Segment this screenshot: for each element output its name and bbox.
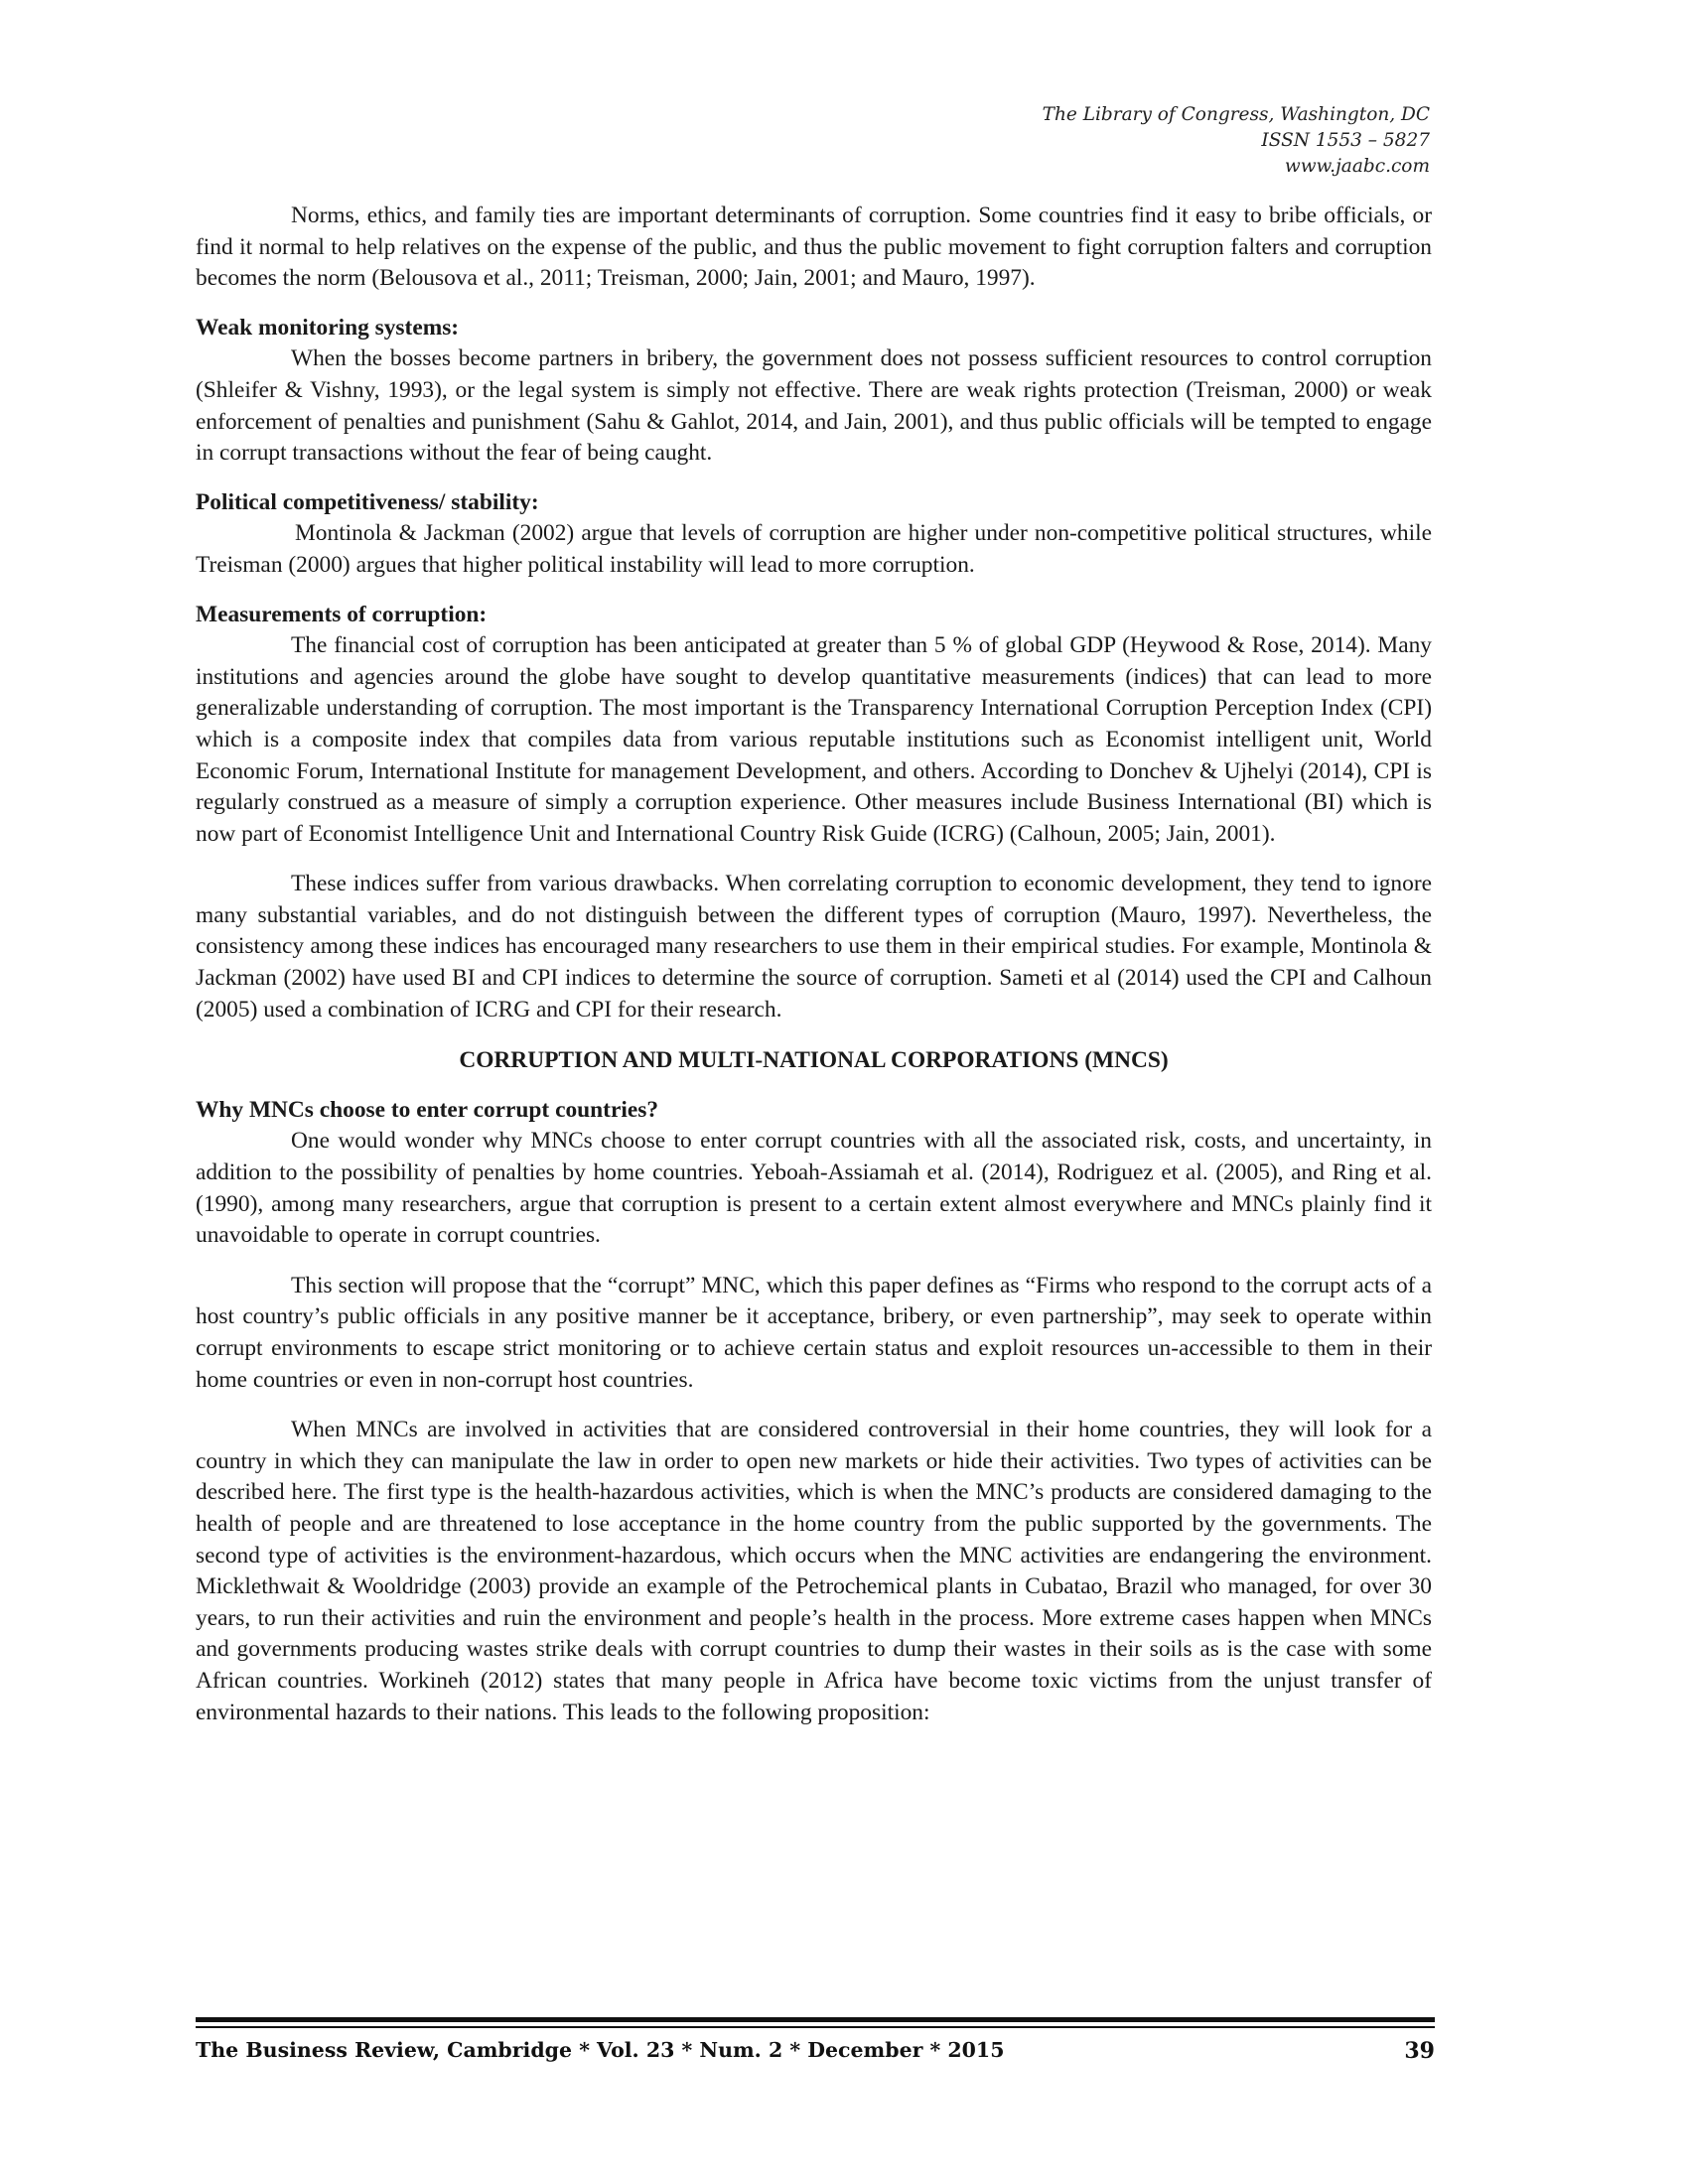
- footer-rule-thick: [196, 2017, 1435, 2022]
- footer-rule-thin: [196, 2026, 1435, 2028]
- header-website: www.jaabc.com: [1284, 156, 1430, 177]
- paragraph-weak-monitoring: When the bosses become partners in bribery, the government does not possess sufficient resources to control corruption (Shleifer & Vishny, 1993), or the legal system is simply not effective. There are weak rights protection (Treisman, 2000) or weak enforcement of penalties and punishment (Sahu & Gahlot, 2014, and Jain, 2001), and thus public officials will be tempted to engage in corrupt transactions without the fear of being caught.: [196, 345, 1432, 467]
- page-number: 39: [1404, 2038, 1435, 2064]
- paragraph-political-competitiveness: Montinola & Jackman (2002) argue that levels of corruption are higher under non-competitive political structures, while Treisman (2000) argues that higher political instability will lead to more corruption.: [196, 520, 1432, 578]
- heading-weak-monitoring: Weak monitoring systems:: [196, 314, 460, 341]
- header-issn: ISSN 1553 – 5827: [1261, 130, 1430, 151]
- heading-measurements: Measurements of corruption:: [196, 601, 488, 627]
- running-header: [834, 102, 1430, 180]
- heading-political-competitiveness: Political competitiveness/ stability:: [196, 488, 539, 515]
- paragraph-norms: Norms, ethics, and family ties are important determinants of corruption. Some countries find it easy to bribe officials, or find it normal to help relatives on the expense of the public, and thus the public movement to fight corruption falters and corruption becomes the norm (Belousova et al., 2011; Treisman, 2000; Jain, 2001; and Mauro, 1997).: [196, 203, 1432, 292]
- section-title: CORRUPTION AND MULTI-NATIONAL CORPORATIONS (MNCS): [459, 1047, 1169, 1074]
- page-body: [196, 201, 1432, 1728]
- paragraph-measurements-1: The financial cost of corruption has been anticipated at greater than 5 % of global GDP (Heywood & Rose, 2014). Many institutions and agencies around the globe have sought to develop quantitative measurements (indices) that can lead to more generalizable understanding of corruption. The most important is the Transparency International Corruption Perception Index (CPI) which is a composite index that compiles data from various reputable institutions such as Economist intelligent unit, World Economic Forum, International Institute for management Development, and others. According to Donchev & Ujhelyi (2014), CPI is regularly construed as a measure of simply a corruption experience. Other measures include Business International (BI) which is now part of Economist Intelligence Unit and International Country Risk Guide (ICRG) (Calhoun, 2005; Jain, 2001).: [196, 632, 1432, 847]
- heading-why-mncs: Why MNCs choose to enter corrupt countries?: [196, 1096, 659, 1123]
- paragraph-why-mncs-2: This section will propose that the “corrupt” MNC, which this paper defines as “Firms who respond to the corrupt acts of a host country’s public officials in any positive manner be it acceptance, bribery, or even partnership”, may seek to operate within corrupt environments to escape strict monitoring or to achieve certain status and exploit resources un-accessible to them in their home countries or even in non-corrupt host countries.: [196, 1272, 1432, 1393]
- paragraph-why-mncs-3: When MNCs are involved in activities that are considered controversial in their home countries, they will look for a country in which they can manipulate the law in order to open new markets or hide their activities. Two types of activities can be described here. The first type is the health-hazardous activities, which is when the MNC’s products are considered damaging to the health of people and are threatened to lose acceptance in the home country from the public supported by the governments. The second type of activities is the environment-hazardous, which occurs when the MNC activities are endangering the environment. Micklethwait & Wooldridge (2003) provide an example of the Petrochemical plants in Cubatao, Brazil who managed, for over 30 years, to run their activities and ruin the environment and people’s health in the process. More extreme cases happen when MNCs and governments producing wastes strike deals with corrupt countries to dump their wastes in their soils as is the case with some African countries. Workineh (2012) states that many people in Africa have become toxic victims from the unjust transfer of environmental hazards to their nations. This leads to the following proposition:: [196, 1417, 1432, 1725]
- paragraph-why-mncs-1: One would wonder why MNCs choose to enter corrupt countries with all the associated risk, costs, and uncertainty, in addition to the possibility of penalties by home countries. Yeboah-Assiamah et al. (2014), Rodriguez et al. (2005), and Ring et al. (1990), among many researchers, argue that corruption is present to a certain extent almost everywhere and MNCs plainly find it unavoidable to operate in corrupt countries.: [196, 1128, 1432, 1249]
- paragraph-measurements-2: These indices suffer from various drawbacks. When correlating corruption to economic development, they tend to ignore many substantial variables, and do not distinguish between the different types of corruption (Mauro, 1997). Nevertheless, the consistency among these indices has encouraged many researchers to use them in their empirical studies. For example, Montinola & Jackman (2002) have used BI and CPI indices to determine the source of corruption. Sameti et al (2014) used the CPI and Calhoun (2005) used a combination of ICRG and CPI for their research.: [196, 871, 1432, 1023]
- footer-journal-citation: The Business Review, Cambridge * Vol. 23 * Num. 2 * December * 2015: [196, 2038, 1005, 2062]
- header-publisher: The Library of Congress, Washington, DC: [1042, 104, 1430, 125]
